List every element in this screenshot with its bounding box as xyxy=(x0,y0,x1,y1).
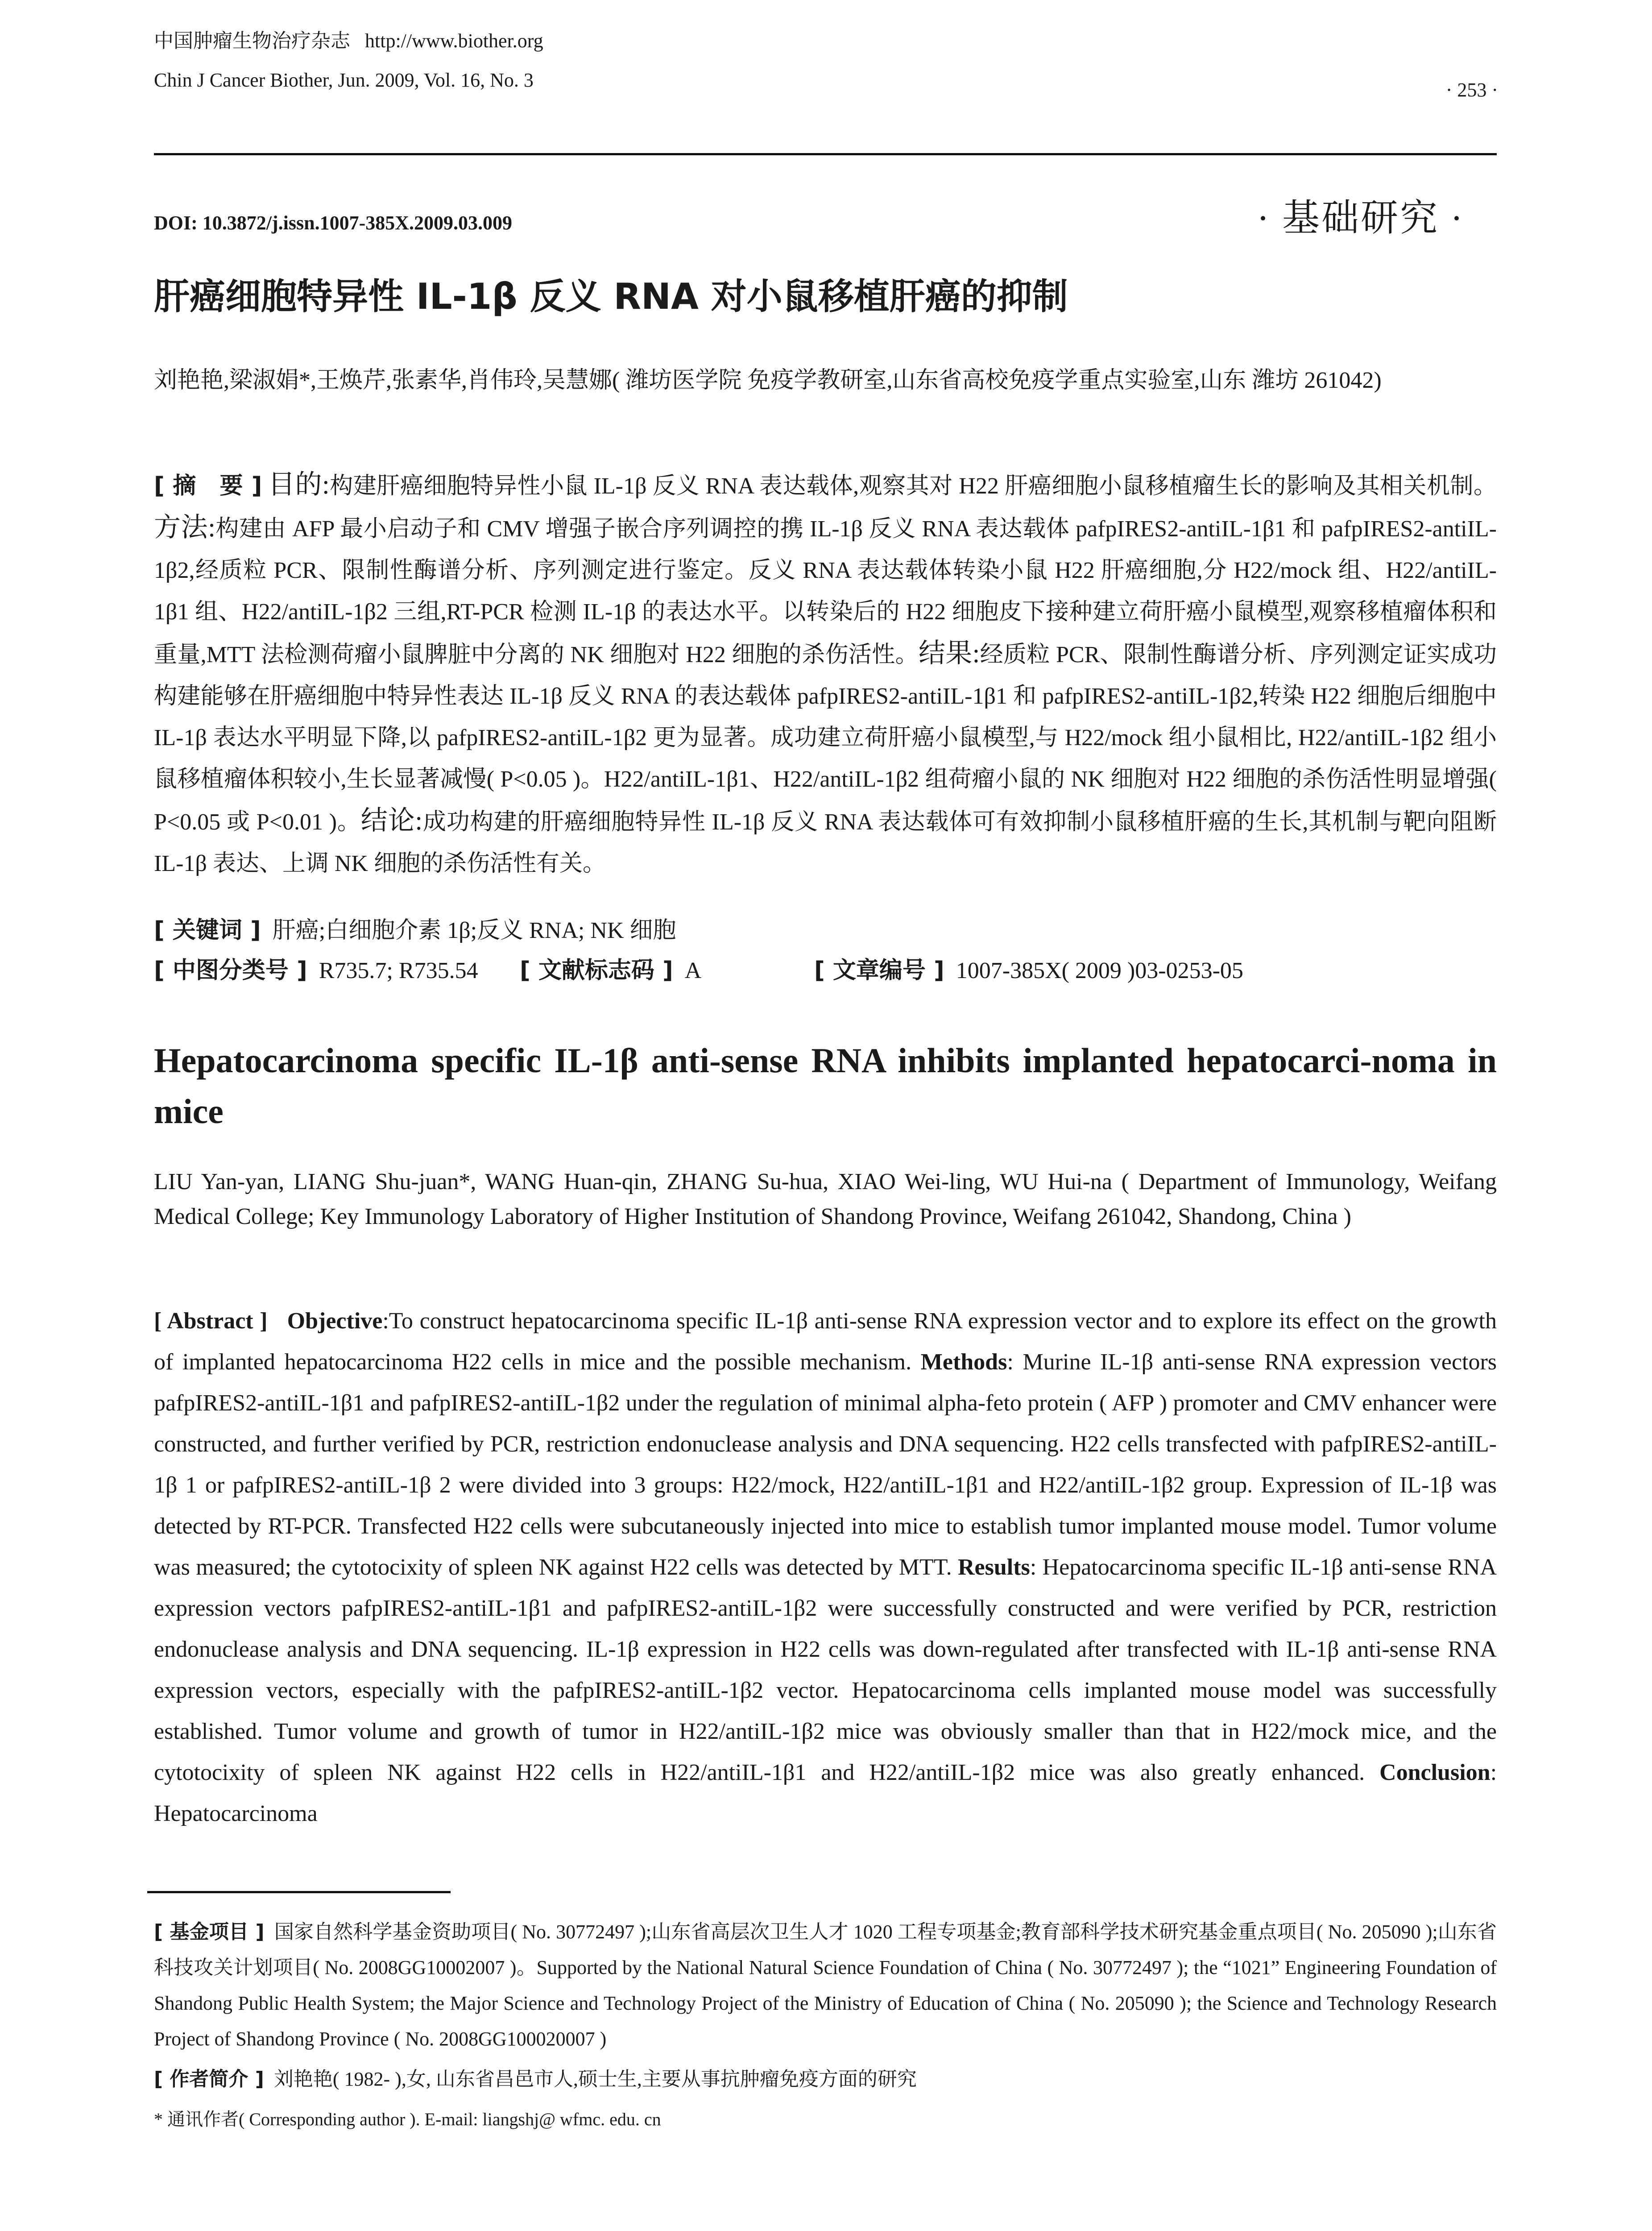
cn-abstract-tag: [ 摘 要 ] xyxy=(154,473,262,499)
funding-tag: [ 基金项目 ] xyxy=(154,1920,265,1943)
cn-objective-label: 目的: xyxy=(268,470,330,499)
bio-tag: [ 作者简介 ] xyxy=(154,2068,264,2090)
cn-methods: 构建由 AFP 最小启动子和 CMV 增强子嵌合序列调控的携 IL-1β 反义 RNA 表达载体 pafpIRES2-antiIL-1β1 和 pafpIRES2-antiIL-1β2,经质粒 PCR、限制性酶谱分析、序列测定进行鉴定。反义 RNA 表达载体转染小鼠 H22 肝癌细胞,分 H22/mock 组、H22/antiIL-1β1 组、H22/antiIL-1β2 三组,RT-PCR 检测 IL-1β 的表达水平。以转染后的 H22 细胞皮下接种建立荷肝癌小鼠模型,观察移植瘤体积和重量,MTT 法检测荷瘤小鼠脾脏中分离的 NK 细胞对 H22 细胞的杀伤活性。 xyxy=(154,516,1497,668)
keywords: 肝癌;白细胞介素 1β;反义 RNA; NK 细胞 xyxy=(272,918,676,943)
cn-classification-line xyxy=(154,953,1497,989)
doc-code: A xyxy=(684,958,702,983)
cn-title: 肝癌细胞特异性 IL-1β 反义 RNA 对小鼠移植肝癌的抑制 xyxy=(154,276,1068,317)
en-results-label: Results xyxy=(957,1555,1030,1580)
author-bio-footnote xyxy=(154,2061,1497,2097)
journal-name-cn: 中国肿瘤生物治疗杂志 xyxy=(154,30,350,52)
cn-abstract xyxy=(154,464,1497,884)
en-methods-label: Methods xyxy=(920,1349,1007,1375)
en-conclusion-label: Conclusion xyxy=(1379,1760,1491,1785)
en-results: : Hepatocarcinoma specific IL-1β anti-sense RNA expression vectors pafpIRES2-antiIL-1β1 and pafpIRES2-antiIL-1β2 were successfully constructed and were verified by PCR, restriction endonuclease analysis and DNA sequencing. IL-1β expression in H22 cells was down-regulated after transfected with IL-1β anti-sense RNA expression vectors, especially with the pafpIRES2-antiIL-1β2 vector. Hepatocarcinoma cells implanted mouse model was successfully established. Tumor volume and growth of tumor in H22/antiIL-1β2 mice was obviously smaller than that in H22/mock mice, and the cytotocixity of spleen NK against H22 cells in H22/antiIL-1β1 and H22/antiIL-1β2 mice was also greatly enhanced. xyxy=(154,1555,1497,1785)
cn-objective: 构建肝癌细胞特异性小鼠 IL-1β 反义 RNA 表达载体,观察其对 H22 肝癌细胞小鼠移植瘤生长的影响及其相关机制。 xyxy=(329,473,1497,499)
en-title: Hepatocarcinoma specific IL-1β anti-sense RNA inhibits implanted hepatocarci-noma in mice xyxy=(154,1041,1497,1131)
en-authors: LIU Yan-yan, LIANG Shu-juan*, WANG Huan-qin, ZHANG Su-hua, XIAO Wei-ling, WU Hui-na ( Department of Immunology, Weifang Medical College; Key Immunology Laboratory of Higher Institution of Shandong Province, Weifang 261042, Shandong, China ) xyxy=(154,1169,1497,1229)
en-objective: :To construct hepatocarcinoma specific IL-1β anti-sense RNA expression vector and to explore its effect on the growth of implanted hepatocarcinoma H22 cells in mice and the possible mechanism. xyxy=(154,1308,1497,1375)
corresponding-author-footnote: * 通讯作者( Corresponding author ). E-mail: liangshj@ wfmc. edu. cn xyxy=(154,2109,661,2129)
article-no: 1007-385X( 2009 )03-0253-05 xyxy=(956,958,1243,983)
running-header-en: Chin J Cancer Biother, Jun. 2009, Vol. 16, No. 3 xyxy=(154,69,534,91)
en-objective-label: Objective xyxy=(287,1308,383,1334)
clc: R735.7; R735.54 xyxy=(319,958,478,983)
header-rule xyxy=(154,153,1497,155)
clc-tag: [ 中图分类号 ] xyxy=(154,957,307,984)
running-header-cn xyxy=(154,28,543,54)
funding: 国家自然科学基金资助项目( No. 30772497 );山东省高层次卫生人才 1020 工程专项基金;教育部科学技术研究基金重点项目( No. 205090 );山东省科技攻关计划项目( No. 2008GG10002007 )。Supported by the National Natural Science Foundation of China ( No. 30772497 ); the “1021” Engineering Foundation of Shandong Public Health System; the Major Science and Technology Project of the Ministry of Education of China ( No. 205090 ); the Science and Technology Research Project of Shandong Province ( No. 2008GG100020007 ) xyxy=(154,1921,1497,2050)
keywords-tag: [ 关键词 ] xyxy=(154,917,261,944)
footnote-rule xyxy=(147,1891,451,1893)
cn-conclusion: 成功构建的肝癌细胞特异性 IL-1β 反义 RNA 表达载体可有效抑制小鼠移植肝癌的生长,其机制与靶向阻断 IL-1β 表达、上调 NK 细胞的杀伤活性有关。 xyxy=(154,809,1497,876)
cn-keywords-line xyxy=(154,912,676,949)
doc-code-tag: [ 文献标志码 ] xyxy=(520,957,673,984)
cn-conclusion-label: 结论: xyxy=(360,806,423,835)
bio: 刘艳艳( 1982- ),女, 山东省昌邑市人,硕士生,主要从事抗肿瘤免疫方面的研究 xyxy=(273,2068,917,2090)
article-no-tag: [ 文章编号 ] xyxy=(814,957,944,984)
journal-url[interactable]: http://www.biother.org xyxy=(365,30,543,52)
cn-methods-label: 方法: xyxy=(154,513,215,542)
section-label: · 基础研究 · xyxy=(1257,198,1465,239)
cn-results-label: 结果: xyxy=(918,639,980,668)
en-abstract-tag: [ Abstract ] xyxy=(154,1308,268,1334)
cn-results: 经质粒 PCR、限制性酶谱分析、序列测定证实成功构建能够在肝癌细胞中特异性表达 IL-1β 反义 RNA 的表达载体 pafpIRES2-antiIL-1β1 和 pafpIRES2-antiIL-1β2,转染 H22 细胞后细胞中 IL-1β 表达水平明显下降,以 pafpIRES2-antiIL-1β2 更为显著。成功建立荷肝癌小鼠模型,与 H22/mock 组小鼠相比, H22/antiIL-1β2 组小鼠移植瘤体积较小,生长显著减慢( P<0.05 )。H22/antiIL-1β1、H22/antiIL-1β2 组荷瘤小鼠的 NK 细胞对 H22 细胞的杀伤活性明显增强( P<0.05 或 P<0.01 )。 xyxy=(154,642,1497,835)
page-number: · 253 · xyxy=(1445,79,1498,101)
doi: DOI: 10.3872/j.issn.1007-385X.2009.03.009 xyxy=(154,212,513,234)
funding-footnote xyxy=(154,1914,1497,2057)
cn-authors: 刘艳艳,梁淑娟*,王焕芹,张素华,肖伟玲,吴慧娜( 潍坊医学院 免疫学教研室,山东省高校免疫学重点实验室,山东 潍坊 261042) xyxy=(154,368,1382,393)
en-conclusion: : Hepatocarcinoma xyxy=(154,1760,1497,1826)
en-abstract xyxy=(154,1301,1497,1834)
en-methods: : Murine IL-1β anti-sense RNA expression vectors pafpIRES2-antiIL-1β1 and pafpIRES2-antiIL-1β2 under the regulation of minimal alpha-feto protein ( AFP ) promoter and CMV enhancer were constructed, and further verified by PCR, restriction endonuclease analysis and DNA sequencing. H22 cells transfected with pafpIRES2-antiIL-1β 1 or pafpIRES2-antiIL-1β 2 were divided into 3 groups: H22/mock, H22/antiIL-1β1 and H22/antiIL-1β2 group. Expression of IL-1β was detected by RT-PCR. Transfected H22 cells were subcutaneously injected into mice to establish tumor implanted mouse model. Tumor volume was measured; the cytotocixity of spleen NK against H22 cells was detected by MTT. xyxy=(154,1349,1497,1580)
